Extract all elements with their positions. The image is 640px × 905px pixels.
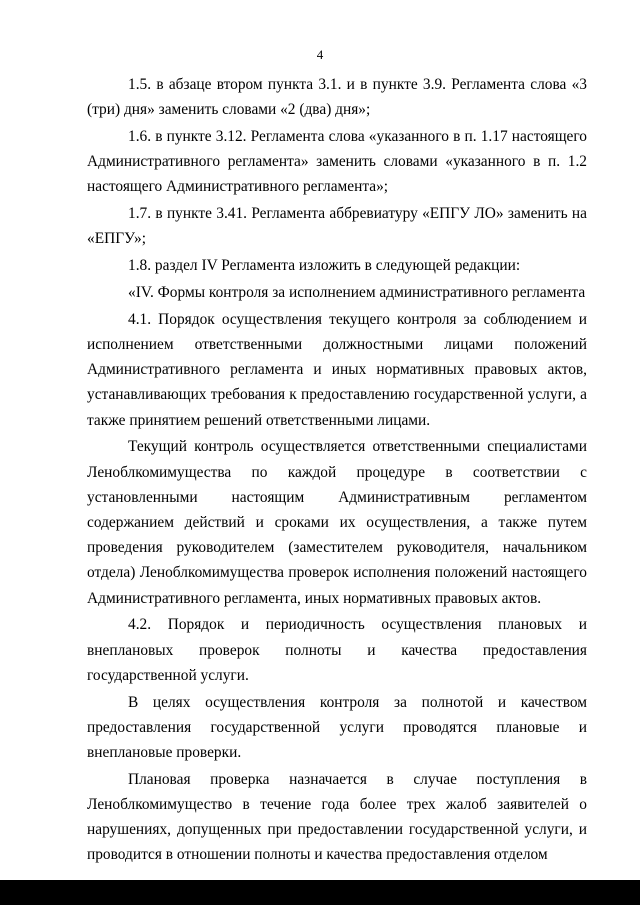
paragraph-inspections-purpose: В целях осуществления контроля за полнотой и качеством предоставления государственной услуги проводятся плановые и внеплановые проверки.	[87, 693, 587, 762]
page-number: 4	[316, 47, 324, 62]
paragraph-1-8: 1.8. раздел IV Регламента изложить в следующей редакции:	[128, 257, 521, 275]
paragraph-1-5: 1.5. в абзаце втором пункта 3.1. и в пункте 3.9. Регламента слова «3 (три) дня» заменить словами «2 (два) дня»;	[87, 76, 587, 119]
paragraph-4-1: 4.1. Порядок осуществления текущего контроля за соблюдением и исполнением ответственными должностными лицами положений Административного регламента и иных нормативных правовых актов, устанавливающих требования к предоставлению государственной услуги, а также принятием решений ответственными лицами.	[87, 310, 587, 429]
document-body	[87, 72, 587, 868]
paragraph-planned-inspection: Плановая проверка назначается в случае поступления в Леноблкомимущество в течение года более трех жалоб заявителей о нарушениях, допущенных при предоставлении государственной услуги, и проводится в отношении полноты и качества предоставления отделом	[87, 770, 587, 864]
paragraph-4-2: 4.2. Порядок и периодичность осуществления плановых и внеплановых проверок полноты и качества предоставления государственной услуги.	[87, 616, 587, 684]
scan-bottom-border	[0, 880, 640, 905]
paragraph-1-7: 1.7. в пункте 3.41. Регламента аббревиатуру «ЕПГУ ЛО» заменить на «ЕПГУ»;	[87, 205, 587, 248]
paragraph-current-control: Текущий контроль осуществляется ответственными специалистами Леноблкомимущества по каждой процедуре в соответствии с установленными настоящим Административным регламентом содержанием действий и сроками их осуществления, а также путем проведения руководителем (заместителем руководителя, начальником отдела) Леноблкомимущества проверок исполнения положений настоящего Административного регламента, иных нормативных правовых актов.	[87, 438, 587, 607]
section-iv-heading: «IV. Формы контроля за исполнением административного регламента	[128, 284, 586, 301]
paragraph-1-6: 1.6. в пункте 3.12. Регламента слова «указанного в п. 1.17 настоящего Административного регламента» заменить словами «указанного в п. 1.2 настоящего Административного регламента»;	[87, 128, 587, 196]
